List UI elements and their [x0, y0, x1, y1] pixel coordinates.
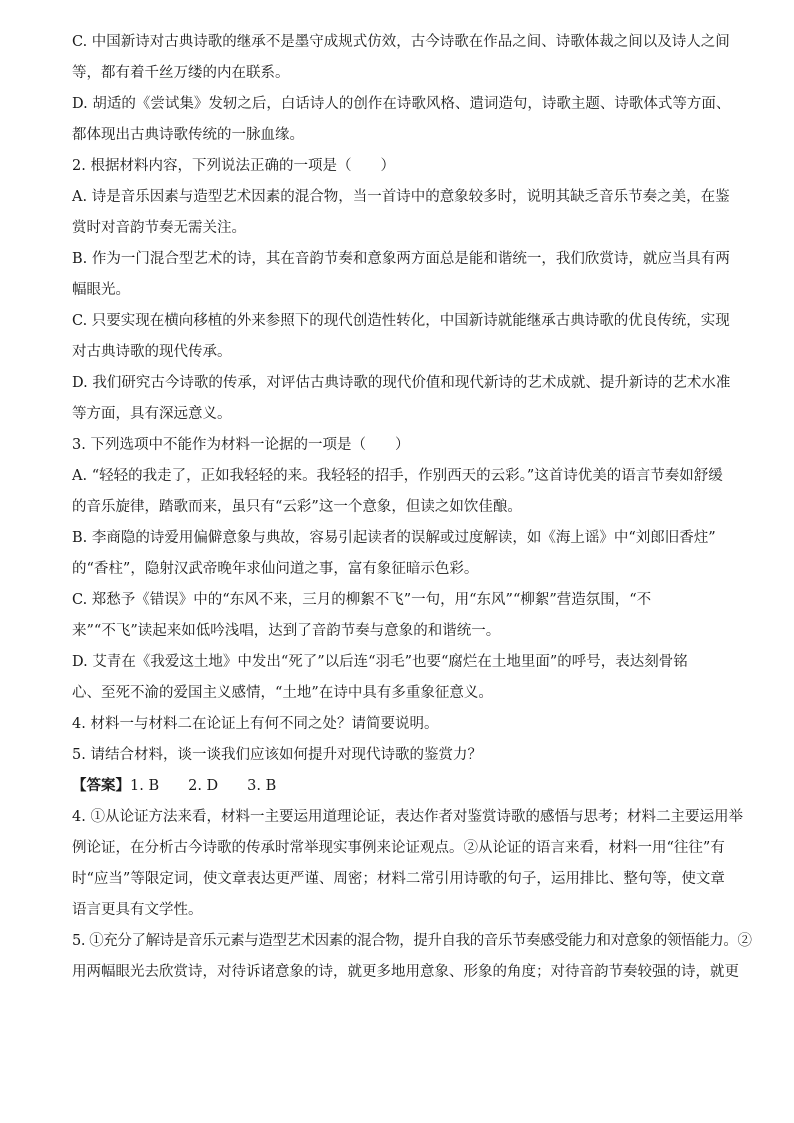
answer-text-line: 语言更具有文学性。: [72, 902, 203, 918]
text-line: 赏时对音韵节奏无需关注。: [72, 220, 246, 236]
text-line: C. 中国新诗对古典诗歌的继承不是墨守成规式仿效，古今诗歌在作品之间、诗歌体裁之间以及诗人之间: [72, 34, 730, 50]
text-line: 心、至死不渝的爱国主义感情，“土地”在诗中具有多重象征意义。: [72, 685, 493, 701]
text-line: 的“香柱”，隐射汉武帝晚年求仙问道之事，富有象征暗示色彩。: [72, 561, 479, 577]
text-line: C. 只要实现在横向移植的外来参照下的现代创造性转化，中国新诗就能继承古典诗歌的优良传统，实现: [72, 313, 730, 329]
answer-text-line: 例论证，在分析古今诗歌的传承时常举现实事例来论证观点。②从论证的语言来看，材料一用“往往”有: [72, 840, 725, 856]
text-line: 等，都有着千丝万缕的内在联系。: [72, 65, 290, 81]
text-line: 幅眼光。: [72, 282, 130, 298]
answer-label: 【答案】: [72, 778, 130, 794]
text-line: D. 胡适的《尝试集》发轫之后，白话诗人的创作在诗歌风格、遣词造句，诗歌主题、诗歌体式等方面、: [72, 96, 731, 112]
question-5-stem: 5. 请结合材料，谈一谈我们应该如何提升对现代诗歌的鉴赏力？: [72, 747, 482, 763]
document-page: [72, 27, 752, 988]
text-line: C. 郑愁予《错误》中的“东风不来，三月的柳絮不飞”一句，用“东风”“柳絮”营造氛围，“不: [72, 592, 652, 608]
answer-text-line: 4. ①从论证方法来看，材料一主要运用道理论证，表达作者对鉴赏诗歌的感悟与思考；材料二主要运用举: [72, 809, 743, 825]
question-3-stem: 3. 下列选项中不能作为材料一论据的一项是（ ）: [72, 437, 410, 453]
text-line: 来”“不飞”读起来如低吟浅唱，达到了音韵节奏与意象的和谐统一。: [72, 623, 501, 639]
text-line: B. 作为一门混合型艺术的诗，其在音韵节奏和意象两方面总是能和谐统一，我们欣赏诗，就应当具有两: [72, 251, 730, 267]
answer-text-line: 时“应当”等限定词，使文章表达更严谨、周密；材料二常引用诗歌的句子，运用排比、整句等，使文章: [72, 871, 725, 887]
text-line: D. 艾青在《我爱这土地》中发出“死了”以后连“羽毛”也要“腐烂在土地里面”的呼号，表达刻骨铭: [72, 654, 688, 670]
answer-text-line: 5. ①充分了解诗是音乐元素与造型艺术因素的混合物，提升自我的音乐节奏感受能力和对意象的领悟能力。②: [72, 933, 752, 949]
question-4-stem: 4. 材料一与材料二在论证上有何不同之处？请简要说明。: [72, 716, 439, 732]
question-2-stem: 2. 根据材料内容，下列说法正确的一项是（ ）: [72, 158, 395, 174]
text-line: 对古典诗歌的现代传承。: [72, 344, 232, 360]
text-line: B. 李商隐的诗爱用偏僻意象与典故，容易引起读者的误解或过度解读，如《海上谣》中“刘郎旧香炷”: [72, 530, 716, 546]
text-line: 等方面，具有深远意义。: [72, 406, 232, 422]
answer-choices: 1. B 2. D 3. B: [130, 778, 277, 794]
text-line: 都体现出古典诗歌传统的一脉血缘。: [72, 127, 304, 143]
answer-line: [72, 771, 752, 802]
text-line: D. 我们研究古今诗歌的传承，对评估古典诗歌的现代价值和现代新诗的艺术成就、提升新诗的艺术水准: [72, 375, 731, 391]
answer-text-line: 用两幅眼光去欣赏诗，对待诉诸意象的诗，就更多地用意象、形象的角度；对待音韵节奏较强的诗，就更: [72, 964, 739, 980]
text-line: A. 诗是音乐因素与造型艺术因素的混合物，当一首诗中的意象较多时，说明其缺乏音乐节奏之美，在鉴: [72, 189, 730, 205]
text-line: A. “轻轻的我走了，正如我轻轻的来。我轻轻的招手，作别西天的云彩。”这首诗优美的语言节奏如舒缓: [72, 468, 723, 484]
text-line: 的音乐旋律，踏歌而来，虽只有“云彩”这一个意象，但读之如饮佳酿。: [72, 499, 522, 515]
